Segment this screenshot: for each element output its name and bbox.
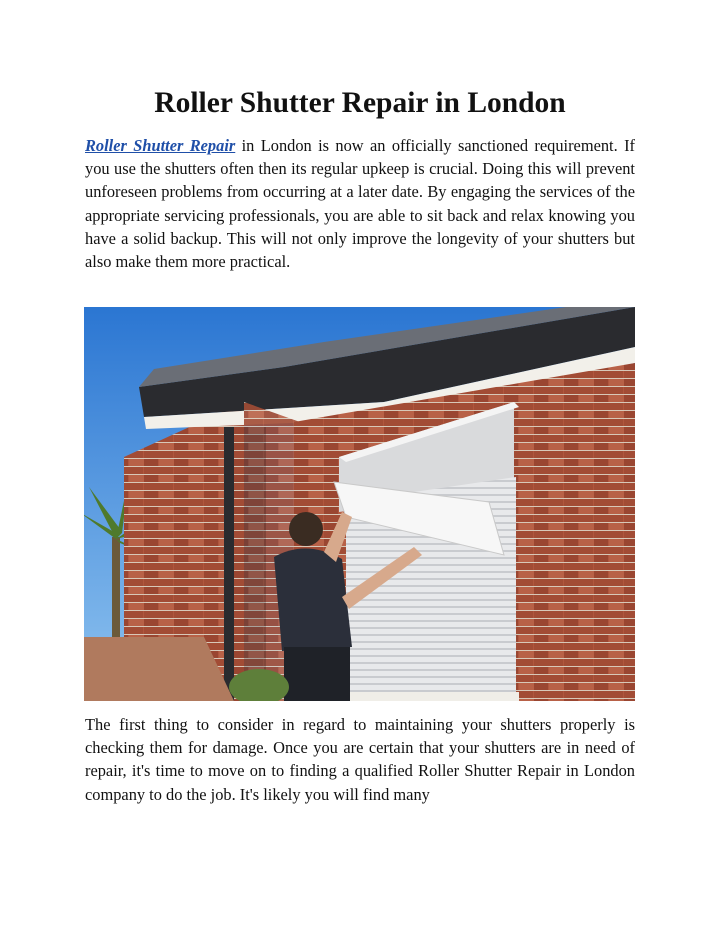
body-paragraph: The first thing to consider in regard to maintaining your shutters properly is checking them for damage. Once you are certain that your shutters are in need of repair, it's time to move on to finding a qualified Roller Shutter Repair in London company to do the job. It's likely you will find many — [85, 715, 635, 804]
shutter-repair-photo — [84, 307, 635, 701]
intro-paragraph-text: in London is now an officially sanctioned requirement. If you use the shutters often then its regular upkeep is crucial. Doing this will prevent unforeseen problems from occurring at a later date. By engaging the services of the appropriate servicing professionals, you are able to sit back and relax knowing you have a solid backup. This will not only improve the longevity of your shutters but also make them more practical. — [85, 136, 635, 272]
page-title: Roller Shutter Repair in London — [154, 87, 566, 119]
roller-shutter-repair-link[interactable]: Roller Shutter Repair — [85, 136, 236, 155]
intro-paragraph — [85, 134, 635, 273]
